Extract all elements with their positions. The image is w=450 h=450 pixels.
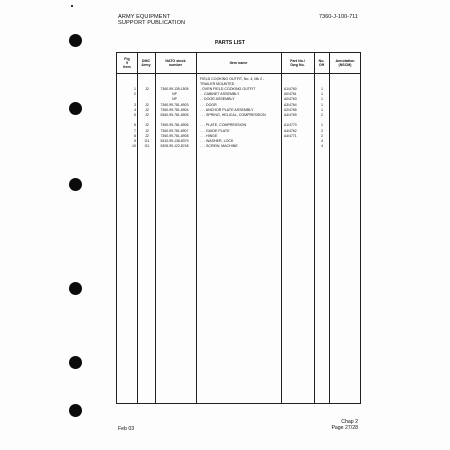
cell-dmc: G1 [144, 144, 150, 149]
page-title: PARTS LIST [215, 40, 245, 46]
header-org-line2: SUPPORT PUBLICATION [118, 20, 186, 27]
cell-part: A4/4771 [284, 133, 297, 138]
cell-fig: 1 [134, 86, 136, 91]
header-org-line1: ARMY EQUIPMENT [118, 14, 171, 20]
cell-fig: 5 [134, 112, 136, 117]
cell-dmc: J2 [145, 112, 149, 117]
cell-nato: 5305-99-122-8748 [160, 144, 189, 149]
punch-hole [69, 178, 82, 191]
cell-nato: NP [172, 92, 177, 97]
cell-nato: 7360-99-781-6907 [160, 128, 189, 133]
cell-part: A3/4764 [284, 102, 297, 107]
cell-nato: 5360-99-781-6905 [160, 112, 189, 117]
cell-item: . . . ANCHOR PLATE ASSEMBLY [200, 107, 254, 112]
cell-qty: 1 [321, 97, 323, 102]
cell-qty: 2 [321, 128, 323, 133]
cell-part: A4/4769 [284, 112, 297, 117]
cell-item: TRAILER MOUNTED [200, 81, 235, 86]
table-row [117, 144, 360, 149]
cell-fig: 9 [134, 138, 136, 143]
cell-item: . . . DOOR [200, 102, 217, 107]
footer-page-info [318, 419, 358, 432]
cell-nato: 7360-99-781-6906 [160, 123, 189, 128]
column-header-item: Item name [229, 60, 248, 65]
cell-qty: 1 [321, 92, 323, 97]
cell-fig: 10 [132, 144, 136, 149]
cell-item: . . . HINGE [200, 133, 218, 138]
cell-fig: 3 [134, 102, 136, 107]
cell-part: A0/4761 [284, 92, 297, 97]
column-header-dmc: DMC Army [141, 58, 151, 67]
cell-fig: 8 [134, 133, 136, 138]
punch-hole [69, 282, 82, 295]
column-header-nato: NATO stock number [165, 58, 186, 67]
cell-item: . . . PLATE, COMPRESSION [200, 123, 247, 128]
parts-table [116, 52, 361, 404]
document-number: 7360-J-100-711 [318, 14, 358, 20]
cell-dmc: J2 [145, 123, 149, 128]
punch-hole [69, 404, 82, 417]
cell-item: FIELD COOKING OUTFIT, No. 4, Mk 2 - [200, 76, 265, 81]
cell-qty: 1 [321, 107, 323, 112]
cell-nato: 7360-99-781-6904 [160, 107, 189, 112]
cell-nato: 5310-99-138-8379 [160, 138, 189, 143]
cell-fig: 6 [134, 123, 136, 128]
cell-part: A1/4770 [284, 123, 297, 128]
cell-part: A2/4765 [284, 107, 297, 112]
cell-item: . . . SCREW, MACHINE [200, 144, 238, 149]
punch-hole [69, 34, 82, 47]
cell-nato: 7360-99-139-1505 [160, 86, 189, 91]
footer-page-number: Page 27/28 [331, 425, 358, 432]
cell-dmc: J2 [145, 133, 149, 138]
cell-fig: 4 [134, 107, 136, 112]
cell-part: A0/4763 [284, 97, 297, 102]
cell-item: . . . SPRING, HELICAL, COMPRESSION [200, 112, 266, 117]
cell-qty: 2 [321, 133, 323, 138]
cell-item: . . . WASHER, LOCK [200, 138, 234, 143]
cell-dmc: J2 [145, 86, 149, 91]
footer-date: Feb 03 [118, 426, 135, 432]
header-divider [117, 73, 360, 74]
cell-fig: 7 [134, 128, 136, 133]
footer-chapter: Chap 2 [341, 419, 358, 425]
cell-nato: 7360-99-781-6908 [160, 133, 189, 138]
column-header-part: Part No./ Dwg No. [290, 58, 305, 67]
cell-nato: 7360-99-781-6903 [160, 102, 189, 107]
cell-dmc: J2 [145, 102, 149, 107]
punch-hole [69, 356, 82, 369]
cell-part: A1/4760 [284, 86, 297, 91]
cell-qty: 2 [321, 112, 323, 117]
cell-item: . . CABINET ASSEMBLY [200, 92, 240, 97]
cell-dmc: J2 [145, 107, 149, 112]
cell-item: . OVEN FIELD COOKING OUTFIT [200, 86, 256, 91]
margin-mark [71, 5, 73, 7]
cell-qty: 1 [321, 123, 323, 128]
cell-qty: 4 [321, 138, 323, 143]
cell-dmc: J2 [145, 128, 149, 133]
cell-part: A4/4762 [284, 128, 297, 133]
header-organisation [118, 14, 185, 27]
cell-dmc: G1 [144, 138, 150, 143]
cell-fig: 2 [134, 92, 136, 97]
punch-hole [69, 102, 82, 115]
column-header-annotation: Annotation (NSCM) [335, 58, 355, 67]
cell-nato: NP [172, 97, 177, 102]
cell-item: . . DOOR ASSEMBLY [200, 97, 235, 102]
column-header-qty: No. Off [318, 58, 325, 67]
cell-qty: 1 [321, 102, 323, 107]
cell-item: . . . GUIDE PLATE [200, 128, 230, 133]
column-header-fig: Fig 9 Item [123, 56, 131, 70]
cell-qty: 4 [321, 144, 323, 149]
cell-qty: 1 [321, 86, 323, 91]
